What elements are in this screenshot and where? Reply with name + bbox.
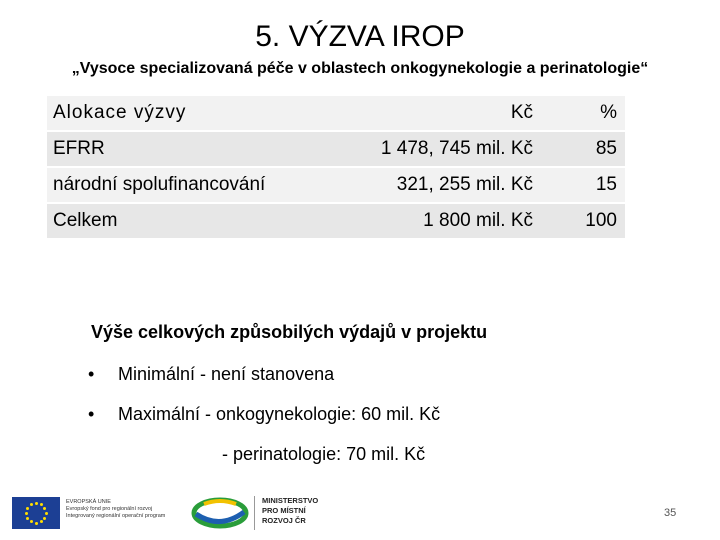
table-row bbox=[47, 132, 625, 168]
bullet-text: Minimální - není stanovena bbox=[118, 364, 335, 384]
table-row bbox=[47, 204, 625, 240]
irop-logo-icon bbox=[190, 496, 250, 530]
eu-star-icon bbox=[25, 512, 28, 515]
eu-star-icon bbox=[40, 503, 43, 506]
table-row bbox=[47, 168, 625, 204]
eu-star-icon bbox=[43, 507, 46, 510]
ministry-text-line: MINISTERSTVO bbox=[262, 496, 319, 505]
row-amount: 1 478, 745 mil. Kč bbox=[380, 138, 533, 159]
section-title: Výše celkových způsobilých výdajů v projektu bbox=[91, 322, 488, 342]
slide-subtitle: „Vysoce specializovaná péče v oblastech onkogynekologie a perinatologie“ bbox=[71, 60, 649, 77]
eu-star-icon bbox=[26, 517, 29, 520]
row-amount: 1 800 mil. Kč bbox=[423, 210, 533, 231]
bullet-text: Maximální - onkogynekologie: 60 mil. Kč bbox=[118, 404, 441, 424]
row-label: národní spolufinancování bbox=[53, 174, 266, 195]
eu-star-icon bbox=[30, 520, 33, 523]
row-percent: 15 bbox=[595, 174, 617, 195]
eu-text-line: Evropský fond pro regionální rozvoj bbox=[66, 506, 153, 512]
page-number: 35 bbox=[664, 507, 677, 519]
table-header-row bbox=[47, 96, 625, 132]
row-amount: 321, 255 mil. Kč bbox=[396, 174, 533, 195]
bullet-continuation: - perinatologie: 70 mil. Kč bbox=[222, 444, 426, 464]
list-item bbox=[88, 404, 440, 426]
footer-logos bbox=[12, 494, 332, 532]
ministry-text-line: PRO MÍSTNÍ bbox=[262, 506, 306, 515]
eu-text bbox=[66, 499, 186, 520]
eu-star-icon bbox=[40, 520, 43, 523]
list-item bbox=[88, 364, 440, 386]
row-percent: 85 bbox=[595, 138, 617, 159]
bullet-icon: • bbox=[88, 364, 95, 384]
row-label: EFRR bbox=[53, 138, 105, 159]
allocation-table bbox=[47, 96, 625, 240]
eu-star-icon bbox=[26, 507, 29, 510]
ministry-text-line: ROZVOJ ČR bbox=[262, 516, 306, 525]
row-percent: 100 bbox=[585, 210, 617, 231]
eu-star-icon bbox=[30, 503, 33, 506]
eu-star-icon bbox=[35, 522, 38, 525]
row-label: Celkem bbox=[53, 210, 118, 231]
slide-title: 5. VÝZVA IROP bbox=[255, 20, 465, 53]
bullet-list bbox=[88, 364, 440, 444]
bullet-icon: • bbox=[88, 404, 95, 424]
eu-text-line: EVROPSKÁ UNIE bbox=[66, 499, 111, 505]
eu-star-icon bbox=[45, 512, 48, 515]
eu-star-icon bbox=[35, 502, 38, 505]
eu-text-line: Integrovaný regionální operační program bbox=[66, 513, 166, 519]
ministry-logo-text bbox=[262, 496, 342, 526]
logo-divider bbox=[254, 496, 255, 530]
eu-star-icon bbox=[43, 517, 46, 520]
eu-flag-icon bbox=[12, 497, 60, 529]
header-allocation: Alokace výzvy bbox=[53, 102, 187, 123]
header-czk: Kč bbox=[510, 102, 533, 123]
header-percent: % bbox=[600, 102, 617, 123]
